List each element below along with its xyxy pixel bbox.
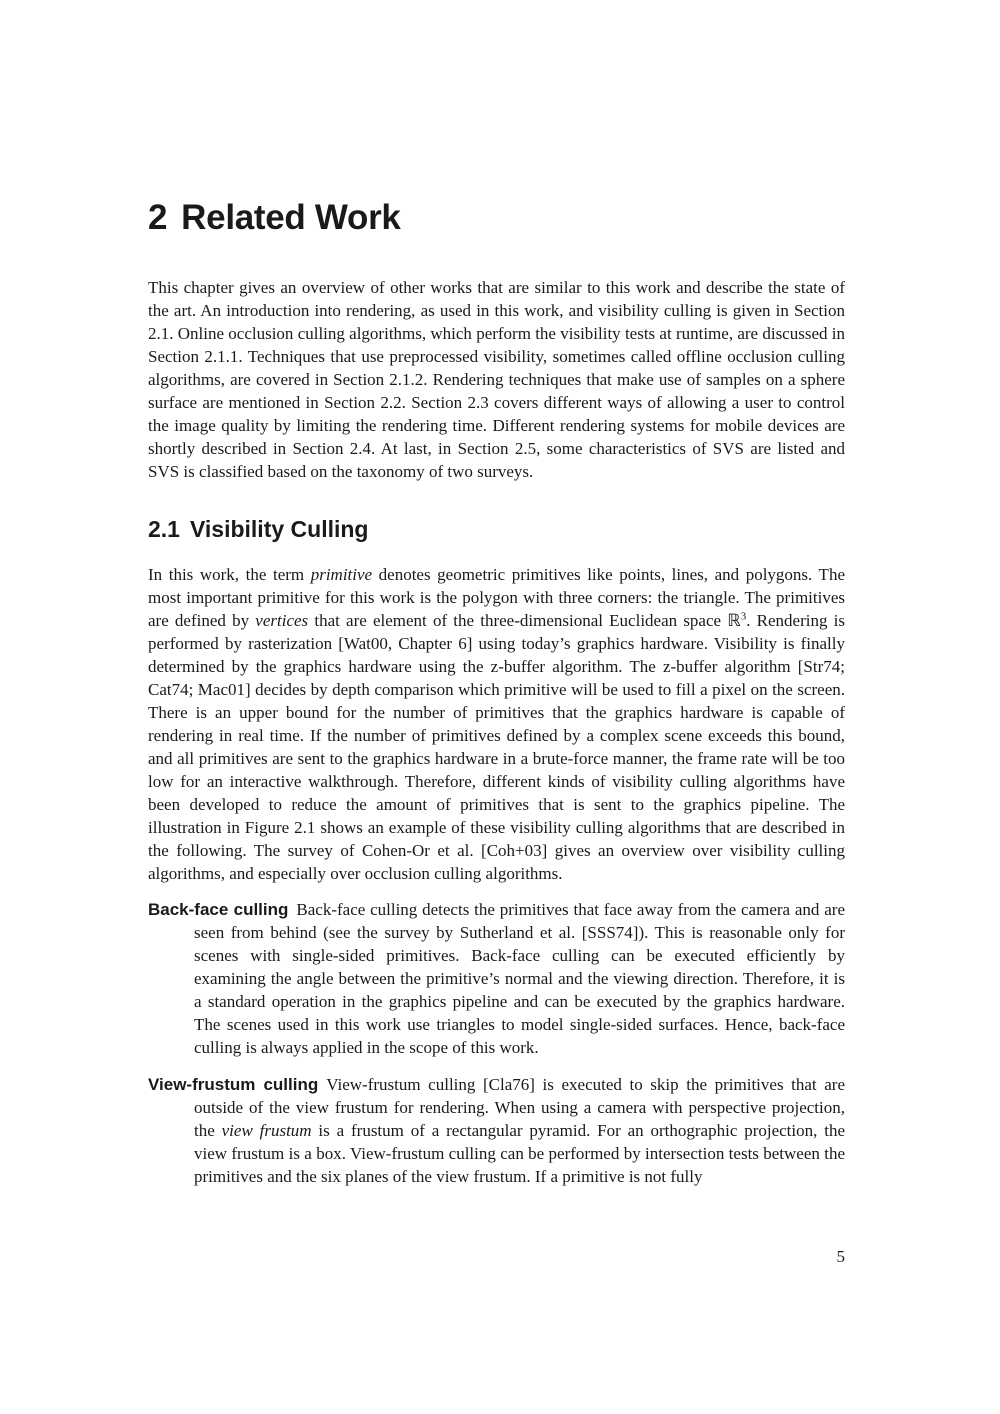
section-number: 2.1 <box>148 516 180 542</box>
euclidean-space-exponent: 3 <box>740 610 747 623</box>
chapter-title <box>148 196 401 240</box>
item-text: Back-face culling detects the primitives that face away from the camera and are seen from behind (see the survey by Sutherland et al. [SSS74]). This is reasonable only for scenes with single-sided primitives. Back-face culling can be executed efficiently by examining the angle between the primitive’s normal and the viewing direction. Therefore, it is a standard operation in the graphics pipeline and can be executed by the graphics hardware. The scenes used in this work use triangles to model single-sided surfaces. Hence, back-face culling is always applied in the scope of this work. <box>194 900 845 1057</box>
item-term: View-frustum culling <box>148 1075 319 1094</box>
item-text-1: View-frustum culling [Cla76] is executed to skip the primitives that are outside of the view frustum for rendering. When using a camera with perspective projection, the <box>194 1075 846 1140</box>
item-term: Back-face culling <box>148 900 289 919</box>
page-number: 5 <box>836 1247 845 1266</box>
para-text-4: . Rendering is performed by rasterization [Wat00, Chapter 6] using today’s graphics hardware. Visibility is finally determined by the graphics hardware using the z-buffer algorithm. The z-buffer algorithm [Str74; Cat74; Mac01] decides by depth comparison which primitive will be used to fill a pixel on the screen. There is an upper bound for the number of primitives that the graphics hardware is capable of rendering in real time. If the number of primitives defined by a complex scene exceeds this bound, and all primitives are sent to the graphics hardware in a brute-force manner, the frame rate will be too low for an interactive walkthrough. Therefore, different kinds of visibility culling algorithms have been developed to reduce the amount of primitives that is sent to the graphics pipeline. The illustration in Figure 2.1 shows an example of these visibility culling algorithms that are described in the following. The survey of Cohen-Or et al. [Coh+03] gives an overview over visibility culling algorithms, and especially over occlusion culling algorithms. <box>148 611 846 883</box>
item-text-2: is a frustum of a rectangular pyramid. For an orthographic projection, the view frustum is a box. View-frustum culling can be performed by intersection tests between the primitives and the six planes of the view frustum. If a primitive is not fully <box>194 1121 845 1186</box>
para-text-2: denotes geometric primitives like points, lines, and polygons. The most important primitive for this work is the polygon with three corners: the triangle. The primitives are defined by <box>148 565 845 630</box>
item-view-frustum-culling <box>148 1073 845 1188</box>
chapter-number: 2 <box>148 198 168 237</box>
para-text-1: In this work, the term <box>148 565 311 584</box>
term-vertices: vertices <box>255 611 309 630</box>
para-text-3: that are element of the three-dimensional Euclidean space <box>308 611 728 630</box>
euclidean-space-symbol: ℝ <box>727 611 741 630</box>
section-paragraph <box>148 563 845 885</box>
section-title <box>148 514 368 544</box>
item-back-face-culling <box>148 898 845 1059</box>
term-view-frustum: view frustum <box>221 1121 312 1140</box>
term-primitive: primitive <box>310 565 373 584</box>
intro-paragraph: This chapter gives an overview of other works that are similar to this work and describe the state of the art. An introduction into rendering, as used in this work, and visibility culling is given in Section 2.1. Online occlusion culling algorithms, which perform the visibility tests at runtime, are discussed in Section 2.1.1. Techniques that use preprocessed visibility, sometimes called offline occlusion culling algorithms, are covered in Section 2.1.2. Rendering techniques that make use of samples on a sphere surface are mentioned in Section 2.2. Section 2.3 covers different ways of allowing a user to control the image quality by limiting the rendering time. Different rendering systems for mobile devices are shortly described in Section 2.4. At last, in Section 2.5, some characteristics of SVS are listed and SVS is classified based on the taxonomy of two surveys. <box>148 278 845 481</box>
section-title-text: Visibility Culling <box>189 516 369 542</box>
chapter-title-text: Related Work <box>181 198 401 237</box>
